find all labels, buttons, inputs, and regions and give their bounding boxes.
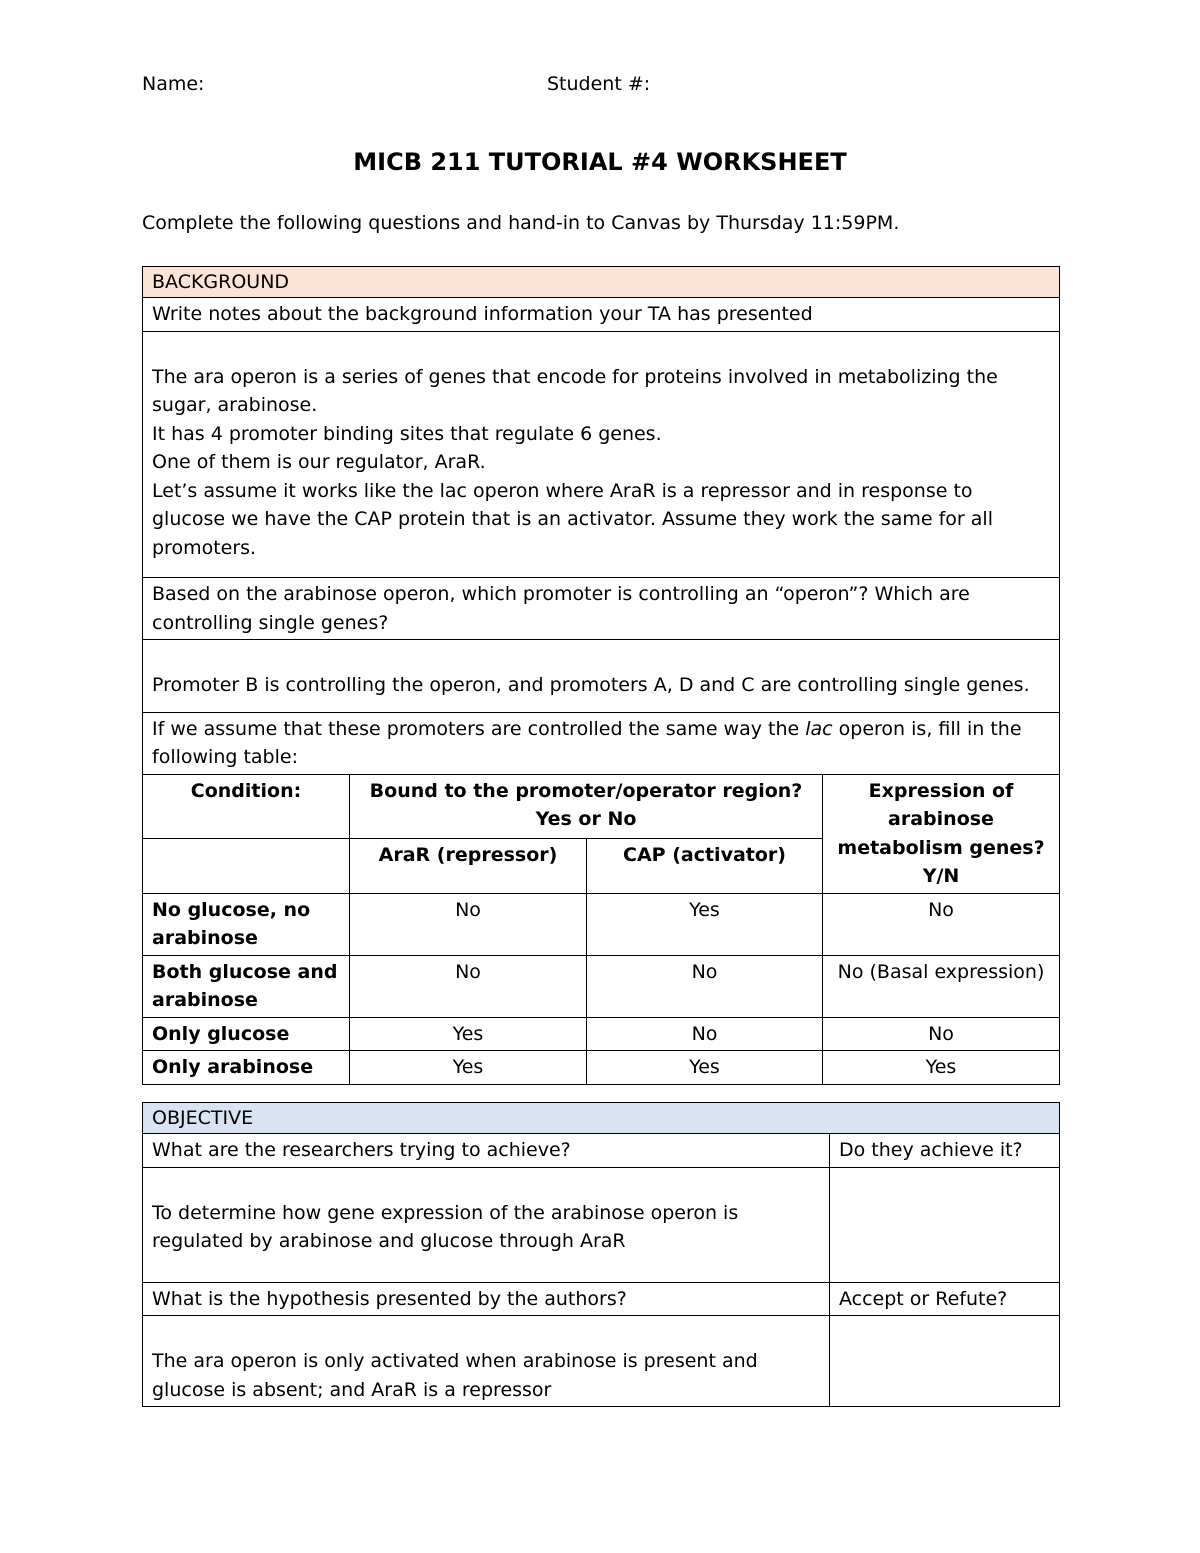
- row-cap[interactable]: Yes: [587, 1051, 823, 1085]
- background-table: [142, 266, 1060, 1085]
- note-line: The ara operon is a series of genes that encode for proteins involved in metabolizing the sugar, arabinose.: [152, 365, 998, 416]
- answer-achieve[interactable]: [830, 1167, 1060, 1282]
- question-operon: Based on the arabinose operon, which promoter is controlling an “operon”? Which are controlling single genes?: [143, 578, 1060, 640]
- row-condition: Both glucose and arabinose: [143, 955, 350, 1017]
- question-table: If we assume that these promoters are controlled the same way the lac operon is, fill in the following table:: [143, 712, 1060, 774]
- row-arar[interactable]: Yes: [350, 1051, 587, 1085]
- question-achieve: Do they achieve it?: [830, 1134, 1060, 1168]
- row-expression[interactable]: No (Basal expression): [823, 955, 1060, 1017]
- col-arar-header: AraR (repressor): [350, 838, 587, 893]
- note-line: Let’s assume it works like the lac operon where AraR is a repressor and in response to glucose we have the CAP protein that is an activator. Assume they work the same for all promoters.: [152, 479, 993, 559]
- col-condition-header: Condition:: [143, 774, 350, 838]
- note-line: It has 4 promoter binding sites that regulate 6 genes.: [152, 422, 662, 445]
- answer-aim[interactable]: To determine how gene expression of the arabinose operon is regulated by arabinose and glucose through AraR: [143, 1167, 830, 1282]
- name-label: Name:: [142, 73, 205, 95]
- row-cap[interactable]: Yes: [587, 893, 823, 955]
- answer-hypothesis[interactable]: The ara operon is only activated when arabinose is present and glucose is absent; and AraR is a repressor: [143, 1316, 830, 1407]
- lac-italic: lac: [805, 717, 833, 740]
- row-arar[interactable]: Yes: [350, 1017, 587, 1051]
- table-row: [143, 893, 1060, 955]
- question-aim: What are the researchers trying to achieve?: [143, 1134, 830, 1168]
- table-row: [143, 1017, 1060, 1051]
- row-arar[interactable]: No: [350, 893, 587, 955]
- answer-accept[interactable]: [830, 1316, 1060, 1407]
- page-title: MICB 211 TUTORIAL #4 WORKSHEET: [353, 148, 847, 176]
- row-expression[interactable]: No: [823, 1017, 1060, 1051]
- background-heading: BACKGROUND: [143, 267, 1060, 298]
- col-bound-header: Bound to the promoter/operator region? Yes or No: [350, 774, 823, 838]
- row-cap[interactable]: No: [587, 955, 823, 1017]
- question-hypothesis: What is the hypothesis presented by the authors?: [143, 1282, 830, 1316]
- row-condition: Only arabinose: [143, 1051, 350, 1085]
- row-expression[interactable]: No: [823, 893, 1060, 955]
- row-condition: No glucose, no arabinose: [143, 893, 350, 955]
- table-row: [143, 955, 1060, 1017]
- objective-heading: OBJECTIVE: [143, 1103, 1060, 1134]
- objective-table: [142, 1102, 1060, 1407]
- note-line: One of them is our regulator, AraR.: [152, 451, 486, 473]
- answer-operon[interactable]: Promoter B is controlling the operon, and promoters A, D and C are controlling single genes.: [143, 640, 1060, 713]
- row-cap[interactable]: No: [587, 1017, 823, 1051]
- row-condition: Only glucose: [143, 1017, 350, 1051]
- empty-cell: [143, 838, 350, 893]
- instructions: Complete the following questions and hand-in to Canvas by Thursday 11:59PM.: [142, 212, 900, 234]
- student-number-label: Student #:: [547, 73, 651, 95]
- background-notes[interactable]: [143, 331, 1060, 578]
- col-cap-header: CAP (activator): [587, 838, 823, 893]
- table-row: [143, 1051, 1060, 1085]
- background-prompt: Write notes about the background information your TA has presented: [143, 298, 1060, 332]
- row-expression[interactable]: Yes: [823, 1051, 1060, 1085]
- question-accept: Accept or Refute?: [830, 1282, 1060, 1316]
- col-expression-header: Expression of arabinose metabolism genes? Y/N: [823, 774, 1060, 893]
- row-arar[interactable]: No: [350, 955, 587, 1017]
